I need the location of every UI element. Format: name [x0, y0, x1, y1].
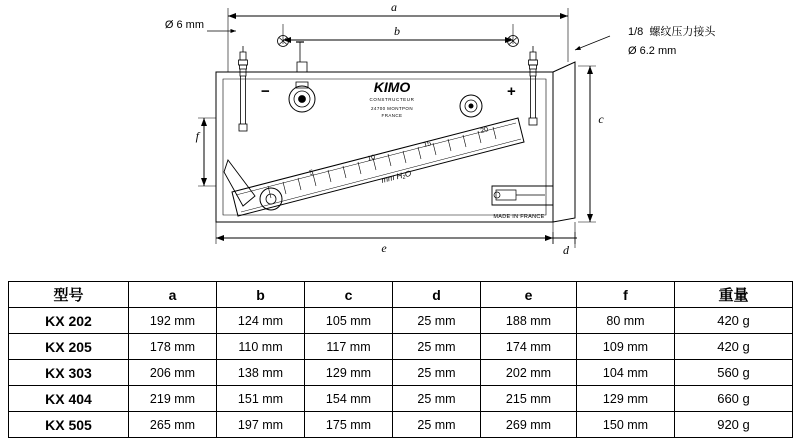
- dimension-label-f: f: [195, 129, 199, 143]
- callout-right-port-diameter: Ø 6.2 mm: [628, 45, 677, 57]
- specification-table: [8, 281, 792, 438]
- dimension-label-b: b: [394, 24, 400, 38]
- scale-tick-label-15: 15: [422, 140, 433, 149]
- cell-weight: 560 g: [675, 360, 793, 386]
- cell-f: 150 mm: [577, 412, 675, 438]
- cell-f: 109 mm: [577, 334, 675, 360]
- cell-d: 25 mm: [393, 334, 481, 360]
- cell-weight: 660 g: [675, 386, 793, 412]
- polarity-minus-label: −: [261, 83, 270, 100]
- cell-e: 188 mm: [481, 308, 577, 334]
- made-in-france-label: MADE IN FRANCE: [493, 214, 545, 220]
- cell-e: 269 mm: [481, 412, 577, 438]
- cell-weight: 920 g: [675, 412, 793, 438]
- cell-a: 265 mm: [129, 412, 217, 438]
- cell-d: 25 mm: [393, 360, 481, 386]
- column-header-d: d: [393, 282, 481, 308]
- dimension-label-e: e: [381, 241, 387, 255]
- column-header-a: a: [129, 282, 217, 308]
- column-header-weight: 重量: [675, 282, 793, 308]
- dimension-label-a: a: [391, 0, 397, 14]
- cell-b: 151 mm: [217, 386, 305, 412]
- table-row: [9, 386, 793, 412]
- table-row: [9, 412, 793, 438]
- column-header-b: b: [217, 282, 305, 308]
- polarity-plus-label: +: [507, 83, 516, 100]
- column-header-model: 型号: [9, 282, 129, 308]
- callout-left-port: Ø 6 mm: [164, 19, 204, 31]
- cell-c: 129 mm: [305, 360, 393, 386]
- cell-a: 206 mm: [129, 360, 217, 386]
- column-header-e: e: [481, 282, 577, 308]
- cell-e: 215 mm: [481, 386, 577, 412]
- cell-c: 154 mm: [305, 386, 393, 412]
- cell-b: 124 mm: [217, 308, 305, 334]
- column-header-c: c: [305, 282, 393, 308]
- cell-b: 138 mm: [217, 360, 305, 386]
- table-row: [9, 308, 793, 334]
- cell-model: KX 303: [9, 360, 129, 386]
- cell-c: 105 mm: [305, 308, 393, 334]
- cell-e: 202 mm: [481, 360, 577, 386]
- cell-model: KX 505: [9, 412, 129, 438]
- scale-tick-label-10: 10: [366, 154, 377, 163]
- dimension-label-d: d: [563, 243, 569, 257]
- table-row: [9, 334, 793, 360]
- scale-tick-label-5: 5: [308, 169, 315, 177]
- cell-model: KX 202: [9, 308, 129, 334]
- cell-a: 178 mm: [129, 334, 217, 360]
- scale-unit-label: mm H₂O: [380, 168, 413, 185]
- brand-name: KIMO: [373, 79, 411, 95]
- cell-f: 129 mm: [577, 386, 675, 412]
- cell-weight: 420 g: [675, 308, 793, 334]
- cell-d: 25 mm: [393, 308, 481, 334]
- brand-line-3: 24700 MONTPON: [371, 106, 413, 111]
- dimension-label-c: c: [598, 112, 604, 126]
- brand-line-2: CONSTRUCTEUR: [369, 97, 415, 102]
- cell-d: 25 mm: [393, 386, 481, 412]
- column-header-f: f: [577, 282, 675, 308]
- table-header-row: [9, 282, 793, 308]
- table-row: [9, 360, 793, 386]
- cell-weight: 420 g: [675, 334, 793, 360]
- callout-right-port-thread: 1/8 螺纹压力接头: [628, 26, 716, 38]
- cell-b: 110 mm: [217, 334, 305, 360]
- cell-model: KX 205: [9, 334, 129, 360]
- cell-a: 219 mm: [129, 386, 217, 412]
- cell-c: 175 mm: [305, 412, 393, 438]
- cell-f: 80 mm: [577, 308, 675, 334]
- cell-d: 25 mm: [393, 412, 481, 438]
- cell-a: 192 mm: [129, 308, 217, 334]
- scale-tick-label-20: 20: [479, 126, 490, 135]
- cell-e: 174 mm: [481, 334, 577, 360]
- cell-b: 197 mm: [217, 412, 305, 438]
- cell-model: KX 404: [9, 386, 129, 412]
- cell-c: 117 mm: [305, 334, 393, 360]
- cell-f: 104 mm: [577, 360, 675, 386]
- brand-line-4: FRANCE: [381, 113, 403, 118]
